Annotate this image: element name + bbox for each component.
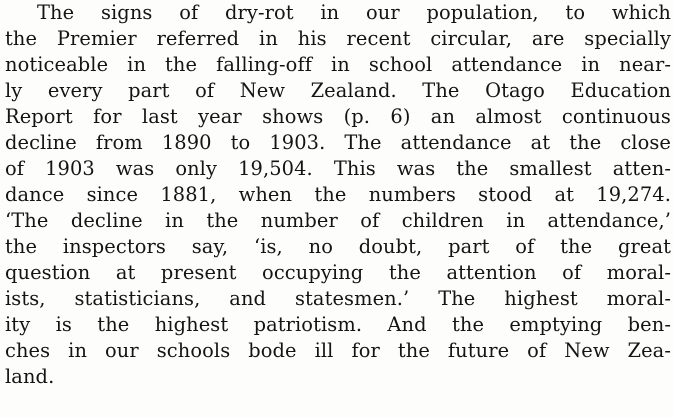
text-line-12: ists, statisticians, and statesmen.’ The highest moral- [5,287,671,310]
text-line-15: land. [5,365,55,388]
text-line-2: the Premier referred in his recent circular, are specially [5,27,671,50]
text-line-3: noticeable in the falling-off in school attendance in near- [5,53,671,76]
text-line-4: ly every part of New Zealand. The Otago Education [5,79,671,102]
text-line-7: of 1903 was only 19,504. This was the smallest atten- [5,157,671,180]
text-line-5: Report for last year shows (p. 6) an almost continuous [5,105,671,128]
text-line-6: decline from 1890 to 1903. The attendance at the close [5,131,671,154]
text-line-13: ity is the highest patriotism. And the emptying ben- [5,313,671,336]
text-line-9: ‘The decline in the number of children in attendance,’ [5,209,671,232]
text-line-14: ches in our schools bode ill for the future of New Zea- [5,339,671,362]
article-paragraph [5,0,671,390]
text-line-1: The signs of dry-rot in our population, to which [37,1,671,24]
text-line-8: dance since 1881, when the numbers stood at 19,274. [5,183,671,206]
text-line-10: the inspectors say, ‘is, no doubt, part of the great [5,235,671,258]
text-line-11: question at present occupying the attention of moral- [5,261,671,284]
